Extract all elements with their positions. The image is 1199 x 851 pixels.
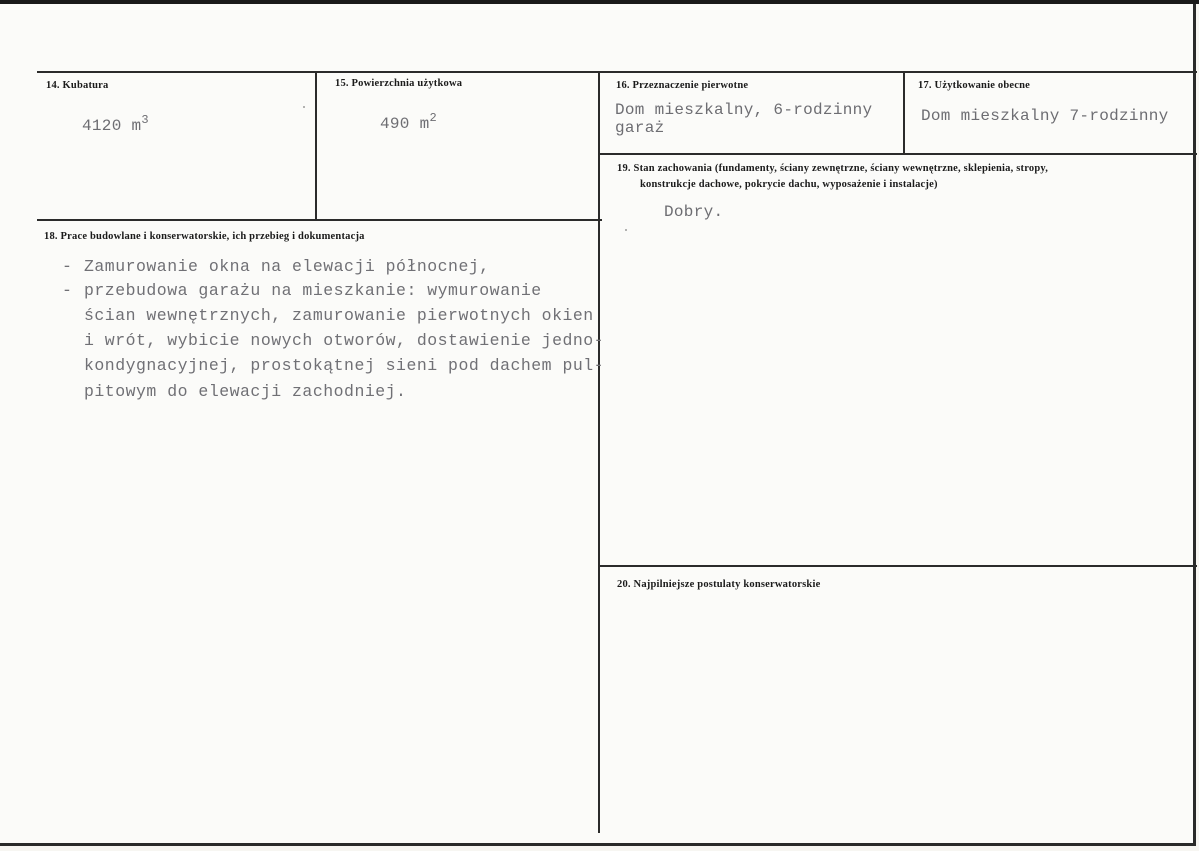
- field-19-label-line-2: konstrukcje dachowe, pokrycie dachu, wyposażenie i instalacje): [640, 179, 938, 190]
- field-18-bullet-2: -: [62, 281, 72, 300]
- field-19-label-line-1: 19. Stan zachowania (fundamenty, ściany zewnętrzne, ściany wewnętrzne, sklepienia, stropy,: [617, 163, 1049, 174]
- field-14-number: 4120 m: [82, 117, 142, 135]
- field-18-line-3: ścian wewnętrznych, zamurowanie pierwotnych okien: [84, 306, 594, 325]
- field-20-label: 20. Najpilniejsze postulaty konserwatorskie: [617, 579, 821, 590]
- field-15-label: 15. Powierzchnia użytkowa: [335, 78, 463, 89]
- field-16-value-line-1: Dom mieszkalny, 6-rodzinny: [615, 101, 873, 119]
- field-14-value: [82, 113, 149, 135]
- field-18-line-1: Zamurowanie okna na elewacji północnej,: [84, 257, 490, 276]
- field-18-bullet-1: -: [62, 257, 72, 276]
- field-16-label: 16. Przeznaczenie pierwotne: [616, 80, 749, 91]
- divider-16-17: [903, 71, 905, 155]
- row-19-bottom-line: [600, 565, 1197, 567]
- row-top-line: [37, 71, 1197, 73]
- field-14-label: 14. Kubatura: [46, 80, 109, 91]
- field-18-line-4: i wrót, wybicie nowych otworów, dostawienie jedno-: [84, 331, 605, 350]
- divider-main-vertical: [598, 71, 600, 833]
- scan-top-edge: [0, 0, 1199, 4]
- field-15-value: [380, 111, 437, 133]
- field-15-unit-exponent: 2: [429, 111, 438, 125]
- field-18-line-5: kondygnacyjnej, prostokątnej sieni pod dachem pul-: [84, 356, 605, 375]
- field-16-value-line-2: garaż: [615, 119, 665, 137]
- row-17-bottom-line: [600, 153, 1197, 155]
- field-14-unit-exponent: 3: [141, 113, 149, 127]
- divider-14-15: [315, 71, 317, 221]
- field-17-label: 17. Użytkowanie obecne: [918, 80, 1031, 91]
- field-17-value: Dom mieszkalny 7-rodzinny: [921, 107, 1169, 125]
- field-19-value: Dobry.: [664, 203, 724, 221]
- scan-speck: [625, 229, 627, 231]
- scan-speck: [303, 106, 305, 108]
- field-18-label: 18. Prace budowlane i konserwatorskie, ich przebieg i dokumentacja: [44, 231, 365, 242]
- row-14-15-bottom-line: [37, 219, 602, 221]
- field-18-line-2: przebudowa garażu na mieszkanie: wymurowanie: [84, 281, 542, 300]
- field-18-line-6: pitowym do elewacji zachodniej.: [84, 382, 407, 401]
- field-15-number: 490 m: [380, 115, 430, 133]
